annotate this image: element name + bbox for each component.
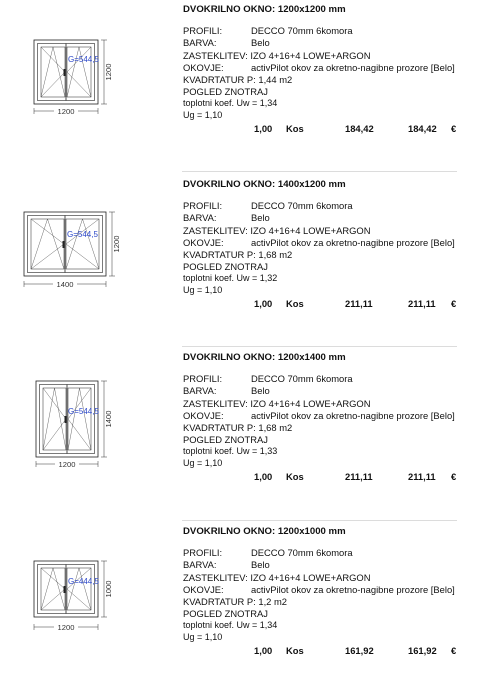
- okovje-row: [183, 62, 483, 74]
- ug-value: Ug = 1,10: [183, 457, 223, 468]
- window-diagram-icon: [20, 379, 130, 471]
- quantity: 1,00: [254, 298, 273, 310]
- window-diagram-icon: [10, 210, 130, 292]
- zasteklitev-label: ZASTEKLITEV:: [183, 571, 248, 583]
- profili-row: [183, 200, 483, 212]
- kvadratura: KVADRTATUR P: 1,68 m2: [183, 249, 293, 261]
- profili-label: PROFILI:: [183, 373, 223, 385]
- okovje-label: OKOVJE:: [183, 236, 224, 248]
- window-drawing: [20, 557, 130, 642]
- quantity: 1,00: [254, 123, 273, 135]
- price-row: [183, 471, 483, 485]
- okovje-value: activPilot okov za okretno-nagibne prozore [Belo]: [251, 583, 455, 595]
- glass-label: G=544,5: [68, 407, 99, 416]
- width-dimension: 1400: [56, 280, 74, 289]
- kvadratura: KVADRTATUR P: 1,2 m2: [183, 596, 288, 608]
- window-diagram-icon: [20, 36, 130, 116]
- barva-label: BARVA:: [183, 37, 217, 49]
- zasteklitev-row: [183, 50, 483, 62]
- profili-value: DECCO 70mm 6komora: [251, 200, 353, 212]
- barva-value: Belo: [251, 212, 270, 224]
- unit-price: 184,42: [345, 123, 374, 135]
- kvadratura: KVADRTATUR P: 1,68 m2: [183, 422, 293, 434]
- uw-value: toplotni koef. Uw = 1,32: [183, 273, 278, 284]
- barva-row: [183, 212, 483, 224]
- unit-price: 211,11: [345, 298, 373, 310]
- ug-value: Ug = 1,10: [183, 109, 223, 120]
- barva-label: BARVA:: [183, 559, 217, 571]
- pogled: POGLED ZNOTRAJ: [183, 608, 268, 620]
- profili-value: DECCO 70mm 6komora: [251, 373, 353, 385]
- zasteklitev-label: ZASTEKLITEV:: [183, 224, 248, 236]
- total-price: 184,42: [408, 123, 437, 135]
- zasteklitev-row: [183, 572, 483, 584]
- zasteklitev-value: IZO 4+16+4 LOWE+ARGON: [250, 49, 371, 61]
- unit: Kos: [286, 298, 304, 310]
- total-price: 211,11: [408, 298, 436, 310]
- glass-label: G=544,5: [67, 230, 98, 239]
- separator: [182, 520, 457, 521]
- uw-value: toplotni koef. Uw = 1,34: [183, 620, 278, 631]
- okovje-row: [183, 584, 483, 596]
- unit-price: 161,92: [345, 645, 374, 657]
- item-title: DVOKRILNO OKNO: 1200x1000 mm: [183, 526, 346, 537]
- profili-label: PROFILI:: [183, 547, 223, 559]
- item-title: DVOKRILNO OKNO: 1200x1200 mm: [183, 4, 346, 15]
- total-price: 211,11: [408, 471, 436, 483]
- okovje-label: OKOVJE:: [183, 61, 224, 73]
- ug-value: Ug = 1,10: [183, 284, 223, 295]
- total-price: 161,92: [408, 645, 437, 657]
- okovje-value: activPilot okov za okretno-nagibne prozore [Belo]: [251, 236, 455, 248]
- barva-value: Belo: [251, 37, 270, 49]
- zasteklitev-row: [183, 225, 483, 237]
- zasteklitev-value: IZO 4+16+4 LOWE+ARGON: [250, 571, 371, 583]
- zasteklitev-value: IZO 4+16+4 LOWE+ARGON: [250, 224, 371, 236]
- quantity: 1,00: [254, 645, 273, 657]
- profili-row: [183, 373, 483, 385]
- zasteklitev-label: ZASTEKLITEV:: [183, 49, 248, 61]
- width-dimension: 1200: [58, 460, 76, 469]
- okovje-row: [183, 410, 483, 422]
- price-row: [183, 645, 483, 659]
- separator: [182, 346, 457, 347]
- barva-row: [183, 385, 483, 397]
- okovje-value: activPilot okov za okretno-nagibne prozore [Belo]: [251, 61, 455, 73]
- kvadratura: KVADRTATUR P: 1,44 m2: [183, 74, 293, 86]
- separator: [182, 171, 457, 172]
- window-drawing: [20, 36, 130, 121]
- unit: Kos: [286, 123, 304, 135]
- window-diagram-icon: [20, 557, 130, 637]
- pogled: POGLED ZNOTRAJ: [183, 434, 268, 446]
- currency: €: [451, 645, 457, 657]
- currency: €: [451, 471, 457, 483]
- profili-value: DECCO 70mm 6komora: [251, 25, 353, 37]
- okovje-row: [183, 237, 483, 249]
- item-title: DVOKRILNO OKNO: 1200x1400 mm: [183, 352, 346, 363]
- pogled: POGLED ZNOTRAJ: [183, 261, 268, 273]
- barva-value: Belo: [251, 385, 270, 397]
- barva-row: [183, 559, 483, 571]
- price-row: [183, 298, 483, 312]
- unit: Kos: [286, 471, 304, 483]
- height-dimension: 1200: [104, 63, 113, 81]
- height-dimension: 1200: [112, 235, 121, 253]
- zasteklitev-label: ZASTEKLITEV:: [183, 397, 248, 409]
- ug-value: Ug = 1,10: [183, 631, 223, 642]
- barva-row: [183, 37, 483, 49]
- currency: €: [451, 123, 457, 135]
- okovje-value: activPilot okov za okretno-nagibne prozore [Belo]: [251, 409, 455, 421]
- zasteklitev-value: IZO 4+16+4 LOWE+ARGON: [250, 397, 371, 409]
- barva-label: BARVA:: [183, 212, 217, 224]
- okovje-label: OKOVJE:: [183, 583, 224, 595]
- profili-value: DECCO 70mm 6komora: [251, 547, 353, 559]
- profili-label: PROFILI:: [183, 25, 223, 37]
- height-dimension: 1400: [104, 410, 113, 428]
- price-row: [183, 123, 483, 137]
- pogled: POGLED ZNOTRAJ: [183, 86, 268, 98]
- unit: Kos: [286, 645, 304, 657]
- height-dimension: 1000: [104, 580, 113, 598]
- profili-label: PROFILI:: [183, 200, 223, 212]
- zasteklitev-row: [183, 398, 483, 410]
- quantity: 1,00: [254, 471, 273, 483]
- barva-value: Belo: [251, 559, 270, 571]
- window-drawing: [10, 210, 120, 297]
- width-dimension: 1200: [57, 107, 75, 116]
- profili-row: [183, 547, 483, 559]
- currency: €: [451, 298, 457, 310]
- width-dimension: 1200: [57, 623, 75, 632]
- item-details: [183, 352, 483, 485]
- item-details: [183, 4, 483, 137]
- item-details: [183, 179, 483, 312]
- item-details: [183, 526, 483, 659]
- item-title: DVOKRILNO OKNO: 1400x1200 mm: [183, 179, 346, 190]
- profili-row: [183, 25, 483, 37]
- barva-label: BARVA:: [183, 385, 217, 397]
- uw-value: toplotni koef. Uw = 1,33: [183, 446, 278, 457]
- uw-value: toplotni koef. Uw = 1,34: [183, 98, 278, 109]
- unit-price: 211,11: [345, 471, 373, 483]
- glass-label: G=544,5: [68, 55, 99, 64]
- glass-label: G=444,5: [68, 577, 99, 586]
- window-drawing: [20, 379, 130, 476]
- okovje-label: OKOVJE:: [183, 409, 224, 421]
